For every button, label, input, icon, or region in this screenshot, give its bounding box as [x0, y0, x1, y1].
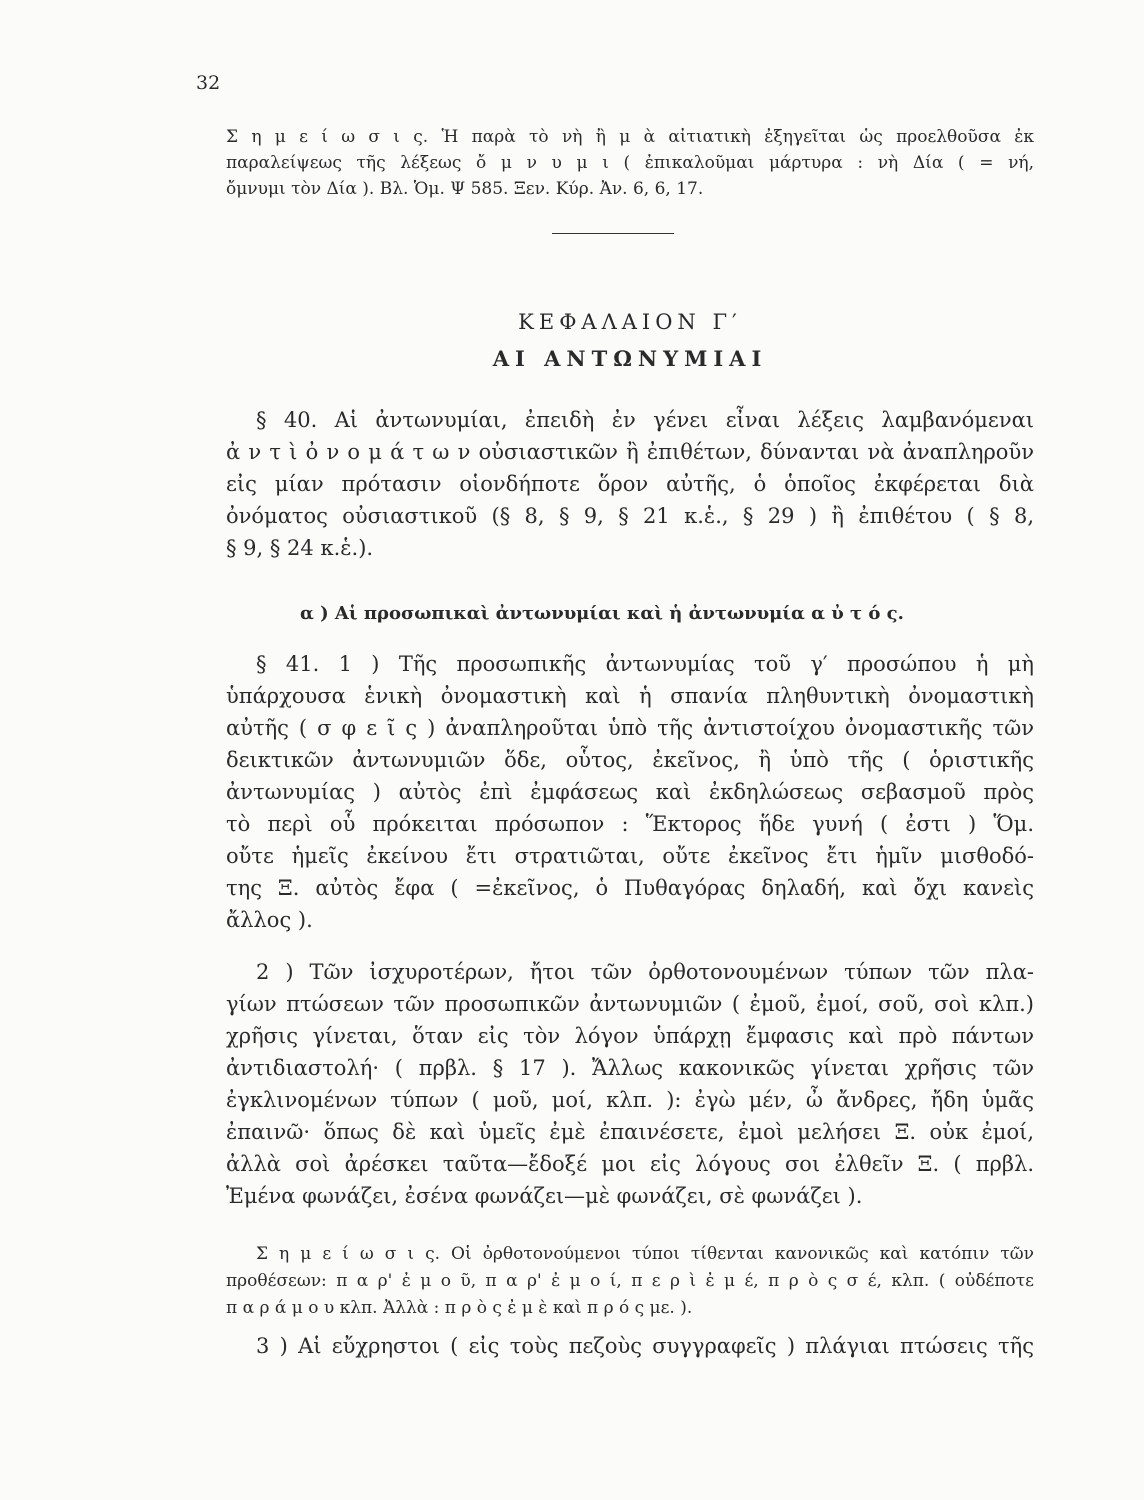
note-bottom — [226, 1241, 1034, 1322]
section-41-line-4: δεικτικῶν ἀντωνυμιῶν ὅδε, οὗτος, ἐκεῖνος, ἢ ὑπὸ τῆς ( ὁριστικῆς — [226, 748, 1034, 772]
note-top-line-2: παραλείψεως τῆς λέξεως ὄ μ ν υ μ ι ( ἐπικαλοῦμαι μάρτυρα : νὴ Δία ( = νή, — [226, 153, 1034, 173]
section-41-2-line-7: ἀλλὰ σοὶ ἀρέσκει ταῦτα—ἔδοξέ μοι εἰς λόγους σοι ἐλθεῖν Ξ. ( πρβλ. — [226, 1152, 1034, 1176]
section-41-part-2 — [226, 956, 1034, 1212]
section-41-2-line-3: χρῆσις γίνεται, ὅταν εἰς τὸν λόγον ὑπάρχῃ ἔμφασις καὶ πρὸ πάντων — [226, 1024, 1034, 1048]
section-41-2-line-4: ἀντιδιαστολή· ( πρβλ. § 17 ). Ἄλλως κακονικῶς γίνεται χρῆσις τῶν — [226, 1056, 1034, 1080]
section-41-line-2: ὑπάρχουσα ἑνικὴ ὀνομαστικὴ καὶ ἡ σπανία πληθυντικὴ ὀνομαστικὴ — [226, 684, 1034, 708]
section-41-line-7: οὔτε ἡμεῖς ἐκείνου ἔτι στρατιῶται, οὔτε ἐκεῖνος ἔτι ἡμῖν μισθοδό- — [226, 844, 1034, 868]
section-40-line-1: § 40. Αἱ ἀντωνυμίαι, ἐπειδὴ ἐν γένει εἶναι λέξεις λαμβανόμεναι — [256, 408, 1034, 432]
section-41-line-9: ἄλλος ). — [226, 908, 313, 932]
section-41-line-5: ἀντωνυμίας ) αὐτὸς ἐπὶ ἐμφάσεως καὶ ἐκδηλώσεως σεβασμοῦ πρὸς — [226, 780, 1034, 804]
page-number: 32 — [196, 72, 221, 94]
section-41-line-8: της Ξ. αὐτὸς ἔφα ( =ἐκεῖνος, ὁ Πυθαγόρας δηλαδή, καὶ ὄχι κανεὶς — [226, 876, 1034, 900]
divider-rule — [552, 233, 674, 234]
chapter-subtitle: ΑΙ ΑΝΤΩΝΥΜΙΑΙ — [492, 346, 768, 371]
subsection-heading-a: α ) Αἱ προσωπικαὶ ἀντωνυμίαι καὶ ἡ ἀντωνυμία α ὐ τ ό ς. — [300, 603, 904, 624]
note-bottom-line-1: Σ η μ ε ί ω σ ι ς. Οἱ ὀρθοτονούμενοι τύποι τίθενται κανονικῶς καὶ κατόπιν τῶν — [256, 1244, 1034, 1264]
section-41-2-line-1: 2 ) Τῶν ἰσχυροτέρων, ἤτοι τῶν ὀρθοτονουμένων τύπων τῶν πλα- — [256, 960, 1034, 984]
note-top — [226, 124, 1034, 202]
section-41-part-3 — [226, 1330, 1034, 1362]
section-41-line-3: αὐτῆς ( σ φ ε ῖ ς ) ἀναπληροῦται ὑπὸ τῆς ἀντιστοίχου ὀνομαστικῆς τῶν — [226, 716, 1034, 740]
note-bottom-line-3: π α ρ ά μ ο υ κλπ. Ἀλλὰ : π ρ ὸ ς ἐ μ ὲ καὶ π ρ ό ς με. ). — [226, 1298, 693, 1318]
section-40-line-2: ἀ ν τ ὶ ὀ ν ο μ ά τ ω ν οὐσιαστικῶν ἢ ἐπιθέτων, δύνανται νὰ ἀναπληροῦν — [226, 440, 1034, 464]
section-40-line-3: εἰς μίαν πρότασιν οἱονδήποτε ὅρον αὐτῆς, ὁ ὁποῖος ἐκφέρεται διὰ — [226, 472, 1034, 496]
section-41 — [226, 648, 1034, 936]
chapter-title: ΚΕΦΑΛΑΙΟΝ Γ′ — [518, 310, 742, 334]
section-40-line-4: ὀνόματος οὐσιαστικοῦ (§ 8, § 9, § 21 κ.ἑ., § 29 ) ἢ ἐπιθέτου ( § 8, — [226, 504, 1034, 528]
note-top-line-3: ὄμνυμι τὸν Δία ). Βλ. Ὁμ. Ψ 585. Ξεν. Κύρ. Ἀν. 6, 6, 17. — [226, 179, 704, 199]
section-41-2-line-5: ἐγκλινομένων τύπων ( μοῦ, μοί, κλπ. ): ἐγὼ μέν, ὦ ἄνδρες, ἤδη ὑμᾶς — [226, 1088, 1034, 1112]
note-top-line-1: Σ η μ ε ί ω σ ι ς. Ἡ παρὰ τὸ νὴ ἢ μ ὰ αἰτιατικὴ ἐξηγεῖται ὡς προελθοῦσα ἐκ — [226, 127, 1034, 147]
section-41-3-line-1: 3 ) Αἱ εὔχρηστοι ( εἰς τοὺς πεζοὺς συγγραφεῖς ) πλάγιαι πτώσεις τῆς — [256, 1334, 1034, 1358]
section-41-line-6: τὸ περὶ οὗ πρόκειται πρόσωπον : Ἕκτορος ἥδε γυνή ( ἐστι ) Ὅμ. — [226, 812, 1034, 836]
section-41-2-line-8: Ἐμένα φωνάζει, ἐσένα φωνάζει—μὲ φωνάζει, σὲ φωνάζει ). — [226, 1184, 863, 1208]
note-bottom-line-2: προθέσεων: π α ρ' ἐ μ ο ῦ, π α ρ' ἐ μ ο ί, π ε ρ ὶ ἐ μ έ, π ρ ὸ ς σ έ, κλπ. ( οὐδέποτε — [226, 1271, 1034, 1291]
section-41-2-line-2: γίων πτώσεων τῶν προσωπικῶν ἀντωνυμιῶν ( ἐμοῦ, ἐμοί, σοῦ, σοὶ κλπ.) — [226, 992, 1034, 1016]
section-40-line-5: § 9, § 24 κ.ἑ.). — [226, 536, 374, 560]
section-41-2-line-6: ἐπαινῶ· ὅπως δὲ καὶ ὑμεῖς ἐμὲ ἐπαινέσετε, ἐμοὶ μελήσει Ξ. οὐκ ἐμοί, — [226, 1120, 1034, 1144]
section-40 — [226, 404, 1034, 564]
section-41-line-1: § 41. 1 ) Τῆς προσωπικῆς ἀντωνυμίας τοῦ γ′ προσώπου ἡ μὴ — [256, 652, 1034, 676]
